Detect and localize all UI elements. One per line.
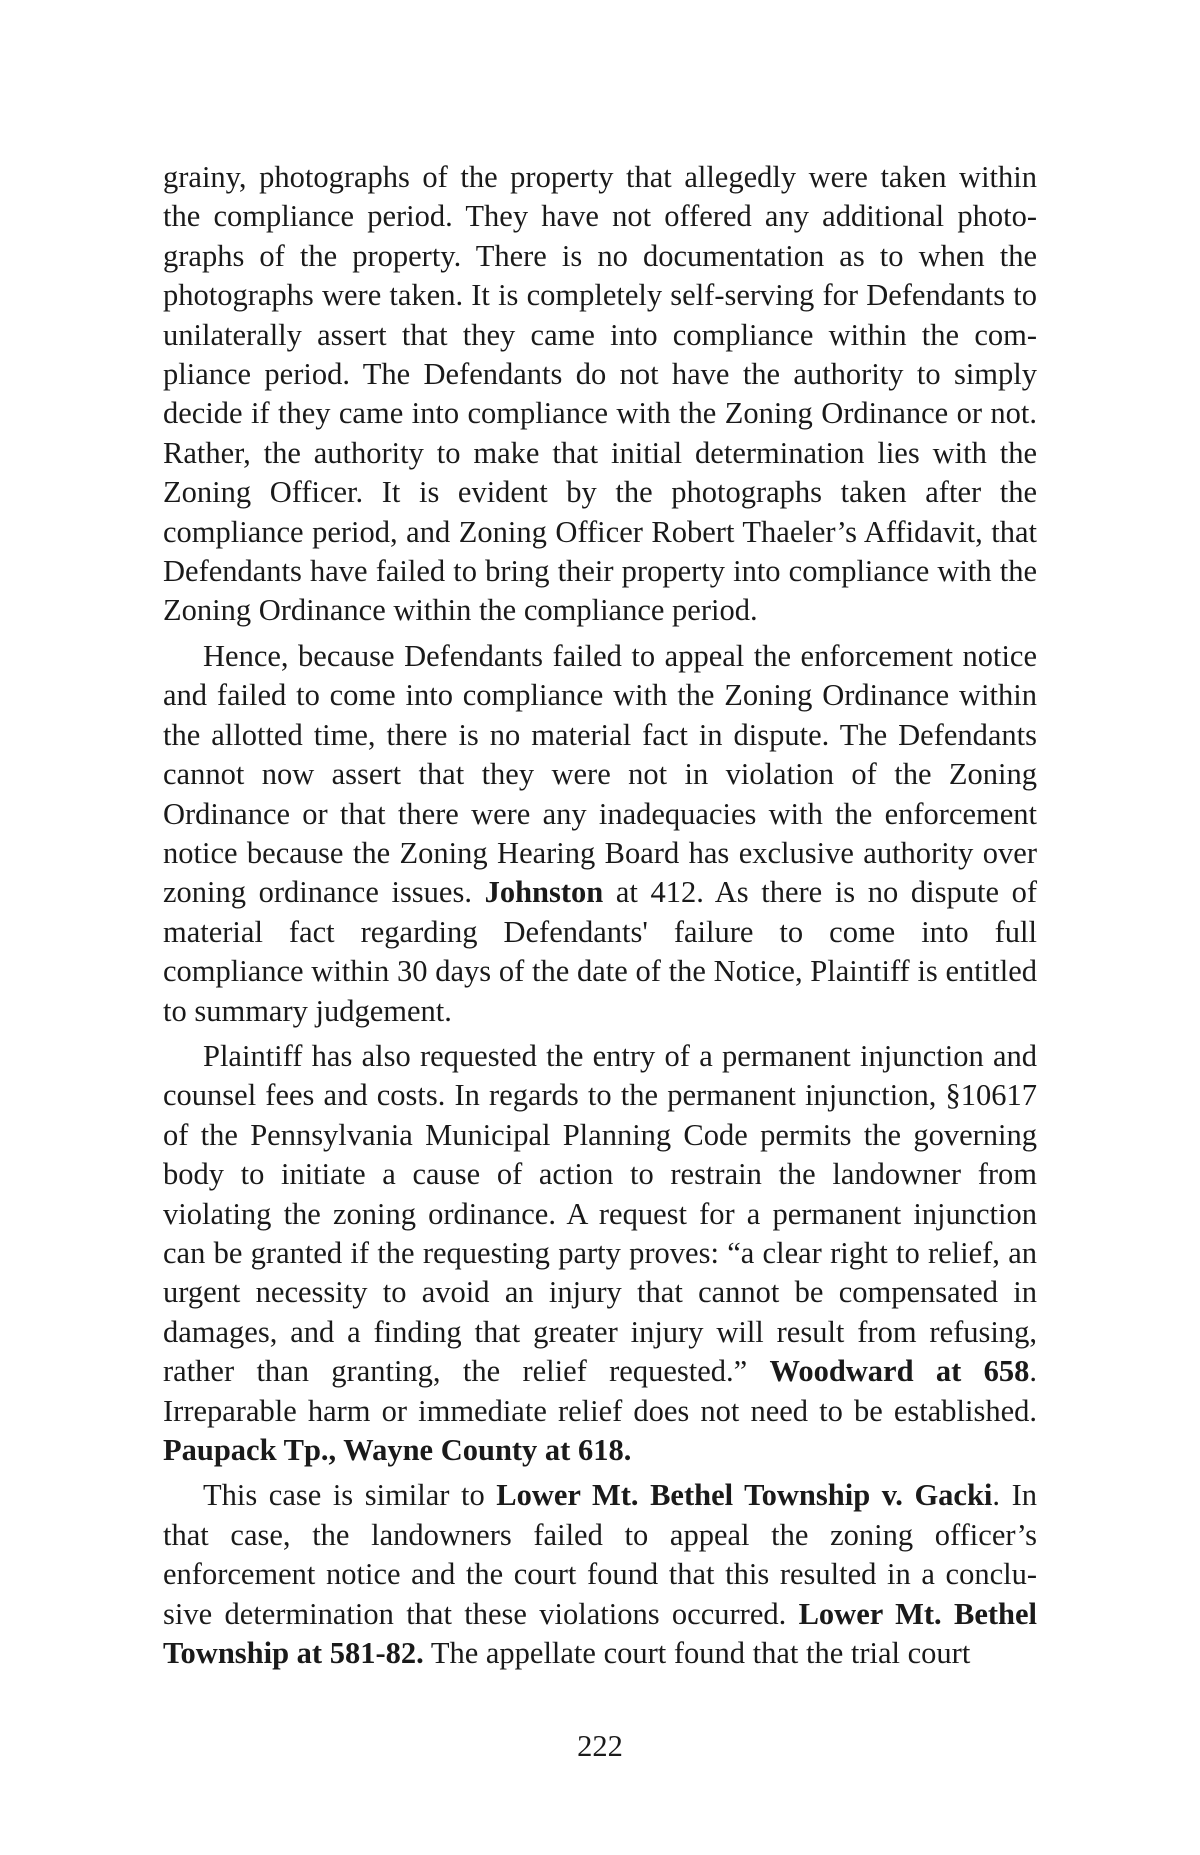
paragraph-text: The appellate court found that the trial court	[423, 1636, 971, 1671]
paragraph-similar-case	[163, 1476, 1037, 1673]
case-citation: Woodward at 658	[769, 1354, 1030, 1389]
paragraph-continuation	[163, 158, 1037, 631]
case-citation: Paupack Tp., Wayne County at 618.	[163, 1433, 632, 1467]
page-number: 222	[577, 1729, 623, 1763]
paragraph-summary-judgement	[163, 637, 1037, 1031]
paragraph-text: grainy, photographs of the property that allegedly were taken within the compliance period. They have not offered any additional photographs of the property. There is no documentation as to when the photographs were taken. It is completely self-serving for Defendants to unilaterally assert that they came into compliance within the compliance period. The Defendants do not have the authority to simply decide if they came into compliance with the Zoning Ordinance or not. Rather, the authority to make that initial determination lies with the Zoning Officer. It is evident by the photographs taken after the compliance period, and Zoning Officer Robert Thaeler’s Affidavit, that Defendants have failed to bring their property into compliance with the Zoning Ordinance within the compliance period.	[163, 160, 1037, 628]
paragraph-text: This case is similar to	[203, 1478, 497, 1513]
paragraph-text: . Irreparable harm or immediate relief does not need to be established.	[163, 1354, 1037, 1428]
paragraph-text: Hence, because Defendants failed to appeal the enforcement notice and failed to come into compliance with the Zoning Ordinance within the allotted time, there is no material fact in dispute. The Defendants cannot now assert that they were not in violation of the Zoning Ordinance or that there were any inadequacies with the enforcement notice because the Zoning Hearing Board has exclusive authority over zoning ordinance issues.	[163, 638, 1037, 910]
paragraph-permanent-injunction	[163, 1037, 1037, 1470]
case-citation: Lower Mt. Bethel Township at 581-82.	[163, 1596, 1037, 1671]
paragraph-text: at 412. As there is no dispute of material fact regarding Defendants' failure to come into full compliance within 30 days of the date of the Notice, Plaintiff is entitled to summary judgement.	[163, 875, 1037, 1028]
paragraph-text: Plaintiff has also requested the entry of a permanent injunction and counsel fees and costs. In regards to the permanent injunction, §10617 of the Pennsylvania Municipal Planning Code permits the governing body to initiate a cause of action to restrain the landowner from violating the zoning ordinance. A request for a permanent injunction can be granted if the requesting party proves: “a clear right to relief, an urgent necessity to avoid an injury that cannot be compensated in damages, and a finding that greater injury will result from refusing, rather than granting, the relief requested.”	[163, 1038, 1037, 1389]
case-citation: Johnston	[484, 875, 604, 910]
body-text	[163, 158, 1037, 1679]
paragraph-text: . In that case, the landowners failed to appeal the zoning officer’s enforcement notice and the court found that this resulted in a conclusive determination that these violations occurred.	[163, 1478, 1037, 1631]
case-citation: Lower Mt. Bethel Township v. Gacki	[496, 1478, 993, 1513]
